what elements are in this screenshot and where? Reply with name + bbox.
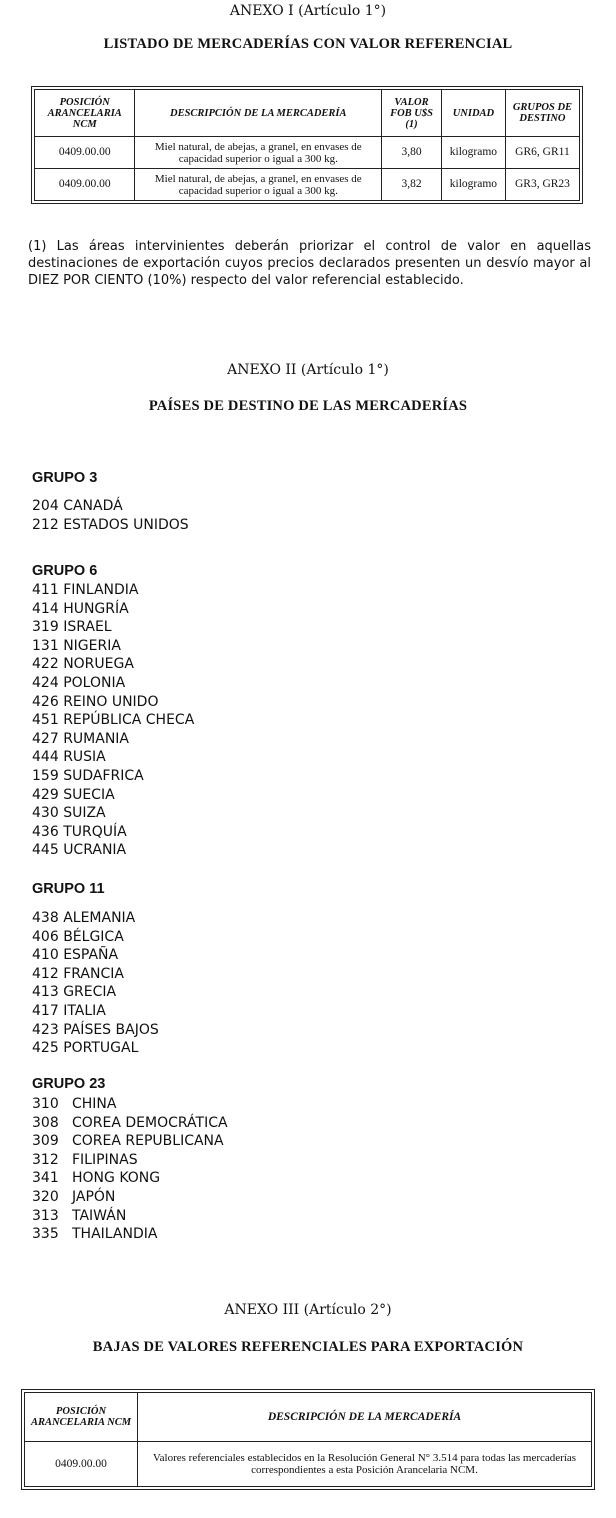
country-code: 417 <box>32 1002 59 1019</box>
country-name: SUECIA <box>63 786 115 803</box>
list-item <box>32 1021 159 1040</box>
country-code: 424 <box>32 674 59 691</box>
country-list <box>32 581 194 860</box>
country-name: BÉLGICA <box>63 928 124 945</box>
list-item <box>32 1151 228 1170</box>
country-name: GRECIA <box>63 984 117 1001</box>
country-code: 406 <box>32 928 59 945</box>
country-name: TAIWÁN <box>72 1207 127 1224</box>
group-title: GRUPO 23 <box>32 1076 106 1092</box>
country-name: ALEMANIA <box>63 910 136 926</box>
table-header-row <box>35 90 580 137</box>
list-item <box>32 497 189 516</box>
country-name: THAILANDIA <box>72 1226 158 1243</box>
list-item <box>32 1114 228 1133</box>
country-code: 312 <box>32 1151 59 1168</box>
country-code: 425 <box>32 1040 59 1057</box>
country-code: 319 <box>32 619 59 636</box>
country-name: TURQUÍA <box>63 823 127 840</box>
country-code: 430 <box>32 805 59 822</box>
list-item <box>32 581 194 600</box>
cell-grupos: GR6, GR11 <box>505 137 579 169</box>
country-name: UCRANIA <box>63 842 127 859</box>
country-name: COREA REPUBLICANA <box>72 1133 224 1150</box>
annex3-subtitle: BAJAS DE VALORES REFERENCIALES PARA EXPORTACIÓN <box>92 1339 524 1355</box>
list-item <box>32 516 189 535</box>
header-descripcion: DESCRIPCIÓN DE LA MERCADERÍA <box>135 90 382 137</box>
list-item <box>32 946 159 965</box>
country-name: REPÚBLICA CHECA <box>63 712 195 729</box>
country-code: 204 <box>32 498 59 514</box>
list-item <box>32 804 194 823</box>
country-code: 308 <box>32 1114 59 1131</box>
table-row <box>25 1442 592 1487</box>
table-row <box>35 137 580 169</box>
country-name: POLONIA <box>63 674 126 691</box>
country-code: 159 <box>32 767 59 784</box>
country-name: NORUEGA <box>63 656 134 673</box>
country-name: RUMANIA <box>63 730 129 747</box>
list-item <box>32 983 159 1002</box>
annex2-title: ANEXO II (Artículo 1°) <box>227 362 389 378</box>
country-name: ESPAÑA <box>63 947 119 964</box>
country-list <box>32 909 159 1058</box>
country-code: 131 <box>32 637 59 654</box>
country-code: 320 <box>32 1188 59 1205</box>
header-posicion: POSICIÓN ARANCELARIA NCM <box>35 90 135 137</box>
country-name: REINO UNIDO <box>63 693 159 710</box>
country-name: ITALIA <box>63 1002 106 1019</box>
list-item <box>32 909 159 928</box>
list-item <box>32 748 194 767</box>
list-item <box>32 655 194 674</box>
country-name: HONG KONG <box>72 1170 161 1187</box>
annex3-table <box>24 1392 592 1487</box>
list-item <box>32 1169 228 1188</box>
group-title: GRUPO 6 <box>32 563 98 579</box>
country-code: 445 <box>32 842 59 859</box>
table-row <box>35 169 580 201</box>
country-code: 412 <box>32 965 59 982</box>
list-item <box>32 1225 228 1244</box>
list-item <box>32 1039 159 1058</box>
country-code: 422 <box>32 656 59 673</box>
table-header-row <box>25 1393 592 1442</box>
list-item <box>32 1207 228 1226</box>
country-code: 309 <box>32 1133 59 1150</box>
list-item <box>32 637 194 656</box>
country-code: 413 <box>32 984 59 1001</box>
country-name: SUIZA <box>63 805 106 822</box>
header-descripcion: DESCRIPCIÓN DE LA MERCADERÍA <box>138 1393 592 1442</box>
list-item <box>32 693 194 712</box>
country-code: 310 <box>32 1096 59 1112</box>
list-item <box>32 928 159 947</box>
country-code: 426 <box>32 693 59 710</box>
footnote: (1) Las áreas intervinientes deberán priorizar el control de valor en aquellas destinaciones de exportación cuyos precios declarados presenten un desvío mayor al DIEZ POR CIENTO (10%) respecto del valor referencial establecido. <box>28 239 591 288</box>
list-item <box>32 767 194 786</box>
annex1-table <box>34 89 580 201</box>
header-unidad: UNIDAD <box>441 90 505 137</box>
list-item <box>32 711 194 730</box>
list-item <box>32 965 159 984</box>
cell-descripcion: Valores referenciales establecidos en la Resolución General N° 3.514 para todas las mercaderías correspondientes a esta Posición Arancelaria NCM. <box>138 1442 592 1487</box>
cell-descripcion: Miel natural, de abejas, a granel, en envases de capacidad superior o igual a 300 kg. <box>135 169 382 201</box>
country-list <box>32 497 189 534</box>
annex2-subtitle: PAÍSES DE DESTINO DE LAS MERCADERÍAS <box>148 398 468 414</box>
country-name: COREA DEMOCRÁTICA <box>72 1114 228 1131</box>
country-code: 427 <box>32 730 59 747</box>
group-title: GRUPO 11 <box>32 881 105 897</box>
country-code: 423 <box>32 1021 59 1038</box>
list-item <box>32 1132 228 1151</box>
country-name: PAÍSES BAJOS <box>63 1021 159 1038</box>
cell-posicion: 0409.00.00 <box>35 169 135 201</box>
list-item <box>32 823 194 842</box>
list-item <box>32 674 194 693</box>
country-name: JAPÓN <box>72 1188 116 1205</box>
cell-valor: 3,80 <box>382 137 442 169</box>
cell-posicion: 0409.00.00 <box>35 137 135 169</box>
country-code: 438 <box>32 910 59 926</box>
list-item <box>32 600 194 619</box>
list-item <box>32 841 194 860</box>
annex3-title: ANEXO III (Artículo 2°) <box>224 1302 392 1318</box>
country-code: 313 <box>32 1207 59 1224</box>
list-item <box>32 1095 228 1114</box>
country-name: FRANCIA <box>63 965 124 982</box>
annex1-title: ANEXO I (Artículo 1°) <box>229 3 387 19</box>
header-posicion: POSICIÓN ARANCELARIA NCM <box>25 1393 138 1442</box>
cell-unidad: kilogramo <box>441 137 505 169</box>
cell-posicion: 0409.00.00 <box>25 1442 138 1487</box>
list-item <box>32 786 194 805</box>
list-item <box>32 730 194 749</box>
header-grupos: GRUPOS DE DESTINO <box>505 90 579 137</box>
country-code: 414 <box>32 600 59 617</box>
country-name: SUDAFRICA <box>63 767 144 784</box>
annex1-subtitle: LISTADO DE MERCADERÍAS CON VALOR REFERENCIAL <box>103 36 513 52</box>
country-code: 212 <box>32 516 59 533</box>
list-item <box>32 618 194 637</box>
cell-grupos: GR3, GR23 <box>505 169 579 201</box>
cell-unidad: kilogramo <box>441 169 505 201</box>
country-code: 451 <box>32 712 59 729</box>
country-code: 335 <box>32 1226 59 1243</box>
country-name: ISRAEL <box>63 619 112 636</box>
country-name: PORTUGAL <box>63 1040 139 1057</box>
group-title: GRUPO 3 <box>32 470 98 486</box>
country-name: NIGERIA <box>63 637 121 654</box>
country-list <box>32 1095 228 1244</box>
country-name: FINLANDIA <box>63 582 139 598</box>
country-code: 411 <box>32 582 59 598</box>
country-name: RUSIA <box>63 749 106 766</box>
country-name: HUNGRÍA <box>63 600 129 617</box>
country-code: 341 <box>32 1170 59 1187</box>
cell-descripcion: Miel natural, de abejas, a granel, en envases de capacidad superior o igual a 300 kg. <box>135 137 382 169</box>
country-code: 444 <box>32 749 59 766</box>
country-code: 429 <box>32 786 59 803</box>
country-code: 410 <box>32 947 59 964</box>
list-item <box>32 1002 159 1021</box>
country-name: FILIPINAS <box>72 1151 138 1168</box>
list-item <box>32 1188 228 1207</box>
country-name: CHINA <box>72 1096 117 1112</box>
country-name: CANADÁ <box>63 498 123 514</box>
country-name: ESTADOS UNIDOS <box>63 516 189 533</box>
header-valor: VALOR FOB U$S (1) <box>382 90 442 137</box>
cell-valor: 3,82 <box>382 169 442 201</box>
country-code: 436 <box>32 823 59 840</box>
